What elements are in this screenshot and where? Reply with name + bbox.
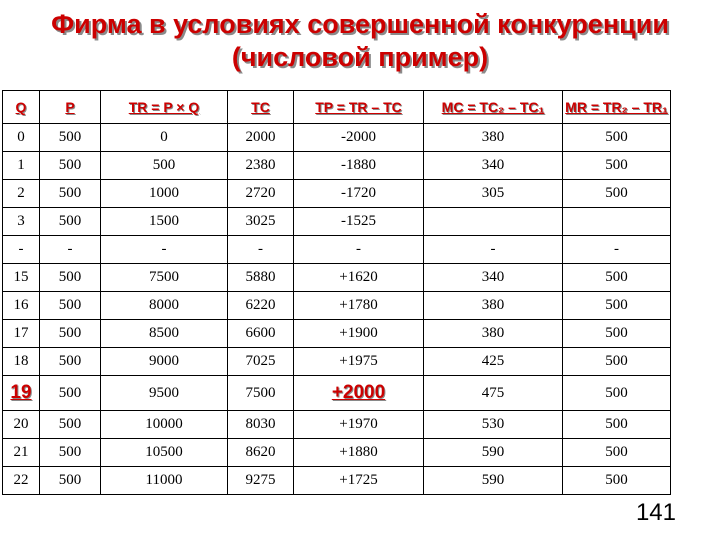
cell-tc: 7025 <box>228 348 294 376</box>
cell-tc: 8620 <box>228 439 294 467</box>
cell-mr: 500 <box>563 124 671 152</box>
header-tp: TP = TR – TC <box>294 91 424 124</box>
cell-tc: 2720 <box>228 180 294 208</box>
cell-tr: 11000 <box>101 467 228 495</box>
header-mc: MC = TC₂ – TC₁ <box>424 91 563 124</box>
cell-mc: 475 <box>424 376 563 411</box>
cell-q: 22 <box>3 467 40 495</box>
cell-mr: - <box>563 236 671 264</box>
table-row <box>3 208 671 236</box>
cell-tr: 10500 <box>101 439 228 467</box>
cell-tc: 9275 <box>228 467 294 495</box>
cell-mr: 500 <box>563 467 671 495</box>
slide-title <box>0 8 720 74</box>
cell-tr: 1000 <box>101 180 228 208</box>
title-line-2: (числовой пример) <box>231 42 489 72</box>
cell-tp: +1975 <box>294 348 424 376</box>
cell-p: 500 <box>40 264 101 292</box>
cell-p: 500 <box>40 124 101 152</box>
cell-q: 20 <box>3 411 40 439</box>
cell-mc: 340 <box>424 152 563 180</box>
cell-q: 18 <box>3 348 40 376</box>
cell-mc: 590 <box>424 467 563 495</box>
cell-p: 500 <box>40 439 101 467</box>
table-row <box>3 292 671 320</box>
cell-tc: 2380 <box>228 152 294 180</box>
cell-tr: 0 <box>101 124 228 152</box>
cell-mc <box>424 208 563 236</box>
cell-mr: 500 <box>563 348 671 376</box>
table-body <box>3 124 671 495</box>
cell-tr: 8000 <box>101 292 228 320</box>
cell-tp: -1880 <box>294 152 424 180</box>
table-row <box>3 152 671 180</box>
cell-mc: 380 <box>424 320 563 348</box>
header-mr: MR = TR₂ – TR₁ <box>563 91 671 124</box>
table-row <box>3 348 671 376</box>
table-row <box>3 320 671 348</box>
table-row <box>3 411 671 439</box>
cell-tp: +1725 <box>294 467 424 495</box>
cell-p: 500 <box>40 152 101 180</box>
cell-q: - <box>3 236 40 264</box>
cell-mr: 500 <box>563 411 671 439</box>
cell-tr: 9000 <box>101 348 228 376</box>
cell-p: 500 <box>40 292 101 320</box>
cell-mr: 500 <box>563 152 671 180</box>
cell-tc: 8030 <box>228 411 294 439</box>
cell-tr: 500 <box>101 152 228 180</box>
cell-q: 3 <box>3 208 40 236</box>
cell-mr: 500 <box>563 180 671 208</box>
cell-mr: 500 <box>563 292 671 320</box>
cell-tc: - <box>228 236 294 264</box>
cell-mr: 500 <box>563 376 671 411</box>
cell-tp: +2000 <box>294 376 424 411</box>
cell-q: 16 <box>3 292 40 320</box>
table-row <box>3 236 671 264</box>
cell-tp: - <box>294 236 424 264</box>
cell-mr: 500 <box>563 264 671 292</box>
cell-tp: -1720 <box>294 180 424 208</box>
cell-p: 500 <box>40 208 101 236</box>
cell-mr: 500 <box>563 320 671 348</box>
cell-tc: 6220 <box>228 292 294 320</box>
cell-tp: +1780 <box>294 292 424 320</box>
table-row <box>3 376 671 411</box>
cell-q: 19 <box>3 376 40 411</box>
cell-p: - <box>40 236 101 264</box>
cell-mc: - <box>424 236 563 264</box>
cell-mc: 340 <box>424 264 563 292</box>
cell-tp: +1620 <box>294 264 424 292</box>
cell-q: 17 <box>3 320 40 348</box>
cell-tc: 3025 <box>228 208 294 236</box>
cell-tc: 5880 <box>228 264 294 292</box>
cell-tc: 7500 <box>228 376 294 411</box>
cell-tr: 9500 <box>101 376 228 411</box>
header-q: Q <box>3 91 40 124</box>
cell-mc: 530 <box>424 411 563 439</box>
table-row <box>3 467 671 495</box>
header-p: P <box>40 91 101 124</box>
data-table <box>2 90 671 495</box>
header-tr: TR = P × Q <box>101 91 228 124</box>
cell-tp: -2000 <box>294 124 424 152</box>
page-number: 141 <box>635 499 676 526</box>
cell-q: 0 <box>3 124 40 152</box>
cell-mc: 425 <box>424 348 563 376</box>
cell-p: 500 <box>40 348 101 376</box>
cell-tr: - <box>101 236 228 264</box>
cell-tc: 2000 <box>228 124 294 152</box>
cell-tr: 1500 <box>101 208 228 236</box>
cell-p: 500 <box>40 180 101 208</box>
cell-p: 500 <box>40 411 101 439</box>
table-row <box>3 124 671 152</box>
cell-tr: 10000 <box>101 411 228 439</box>
cell-mc: 590 <box>424 439 563 467</box>
cell-tr: 7500 <box>101 264 228 292</box>
cell-mc: 380 <box>424 292 563 320</box>
cell-mr <box>563 208 671 236</box>
table-row <box>3 439 671 467</box>
cell-q: 21 <box>3 439 40 467</box>
cell-tp: +1970 <box>294 411 424 439</box>
cell-tp: +1880 <box>294 439 424 467</box>
cell-p: 500 <box>40 376 101 411</box>
cell-tp: -1525 <box>294 208 424 236</box>
table-row <box>3 180 671 208</box>
cell-mc: 380 <box>424 124 563 152</box>
header-tc: TC <box>228 91 294 124</box>
cell-tc: 6600 <box>228 320 294 348</box>
title-line-1: Фирма в условиях совершенной конкуренции <box>51 9 669 39</box>
cell-q: 2 <box>3 180 40 208</box>
cell-p: 500 <box>40 467 101 495</box>
cell-p: 500 <box>40 320 101 348</box>
cell-q: 15 <box>3 264 40 292</box>
table-row <box>3 264 671 292</box>
table-header-row <box>3 91 671 124</box>
cell-mc: 305 <box>424 180 563 208</box>
cell-q: 1 <box>3 152 40 180</box>
cell-tr: 8500 <box>101 320 228 348</box>
cell-mr: 500 <box>563 439 671 467</box>
cell-tp: +1900 <box>294 320 424 348</box>
